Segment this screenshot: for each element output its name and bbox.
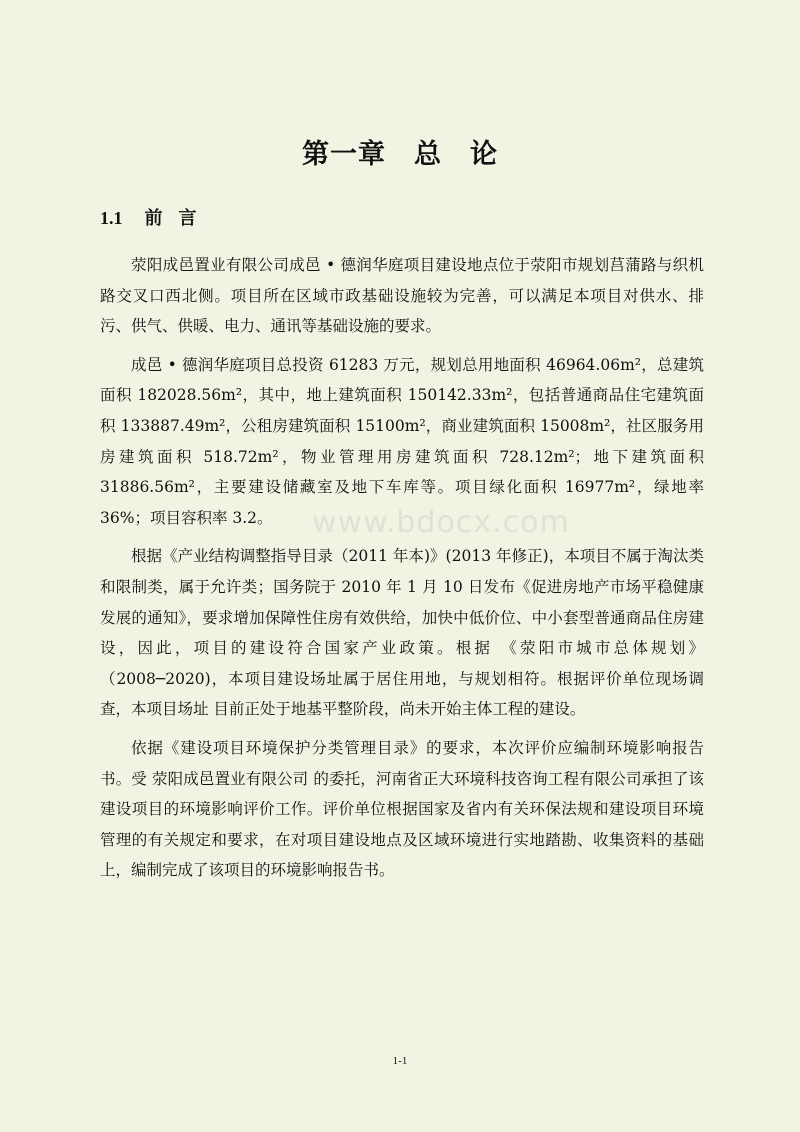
paragraph-3: 根据《产业结构调整指导目录（2011 年本)》(2013 年修正)，本项目不属于淘汰类和限制类，属于允许类；国务院于 2010 年 1 月 10 日发布《促进房地产市场平稳健康发展的通知》，要求增加保障性住房有效供给，加快中低价位、中小套型普通商品住房建设，因此，项目的建设符合国家产业政策。根据 《荥阳市城市总体规划》（2008─2020)，本项目建设场址属于居住用地，与规划相符。根据评价单位现场调查，本项目场址 目前正处于地基平整阶段，尚未开始主体工程的建设。 <box>100 547 704 719</box>
section-number: 1.1 <box>100 208 123 228</box>
chapter-title <box>0 132 800 171</box>
chapter-title-word-2: 论 <box>470 139 498 170</box>
body-text <box>100 250 704 894</box>
paragraph-4: 依据《建设项目环境保护分类管理目录》的要求，本次评价应编制环境影响报告书。受 荥阳成邑置业有限公司 的委托，河南省正大环境科技咨询工程有限公司承担了该建设项目的环境影响评价工作。评价单位根据国家及省内有关环保法规和建设项目环境管理的有关规定和要求，在对项目建设地点及区域环境进行实地踏勘、收集资料的基础上，编制完成了该项目的环境影响报告书。 <box>100 738 704 880</box>
page-number: 1-1 <box>392 1055 408 1067</box>
paragraph-1: 荥阳成邑置业有限公司成邑 • 德润华庭项目建设地点位于荥阳市规划莒蒲路与织机路交叉口西北侧。项目所在区域市政基础设施较为完善，可以满足本项目对供水、排污、供气、供暖、电力、通讯等基础设施的要求。 <box>100 256 704 336</box>
chapter-title-word-1: 总 <box>414 139 442 170</box>
section-heading <box>100 204 213 230</box>
watermark: www.bdocx.com <box>312 505 570 540</box>
section-title: 前言 <box>144 208 213 229</box>
paragraph-2: 成邑 • 德润华庭项目总投资 61283 万元，规划总用地面积 46964.06m²，总建筑面积 182028.56m²，其中，地上建筑面积 150142.33m²，包括普通商品住宅建筑面积 133887.49m²，公租房建筑面积 15100m²，商业建筑面积 15008m²，社区服务用房建筑面积 518.72m²，物业管理用房建筑面积 728.12m²；地下建筑面积 31886.56m²，主要建设储藏室及地下车库等。项目绿化面积 16977m²，绿地率 36%；项目容积率 3.2。 <box>100 355 704 527</box>
chapter-title-number: 第一章 <box>302 139 386 170</box>
